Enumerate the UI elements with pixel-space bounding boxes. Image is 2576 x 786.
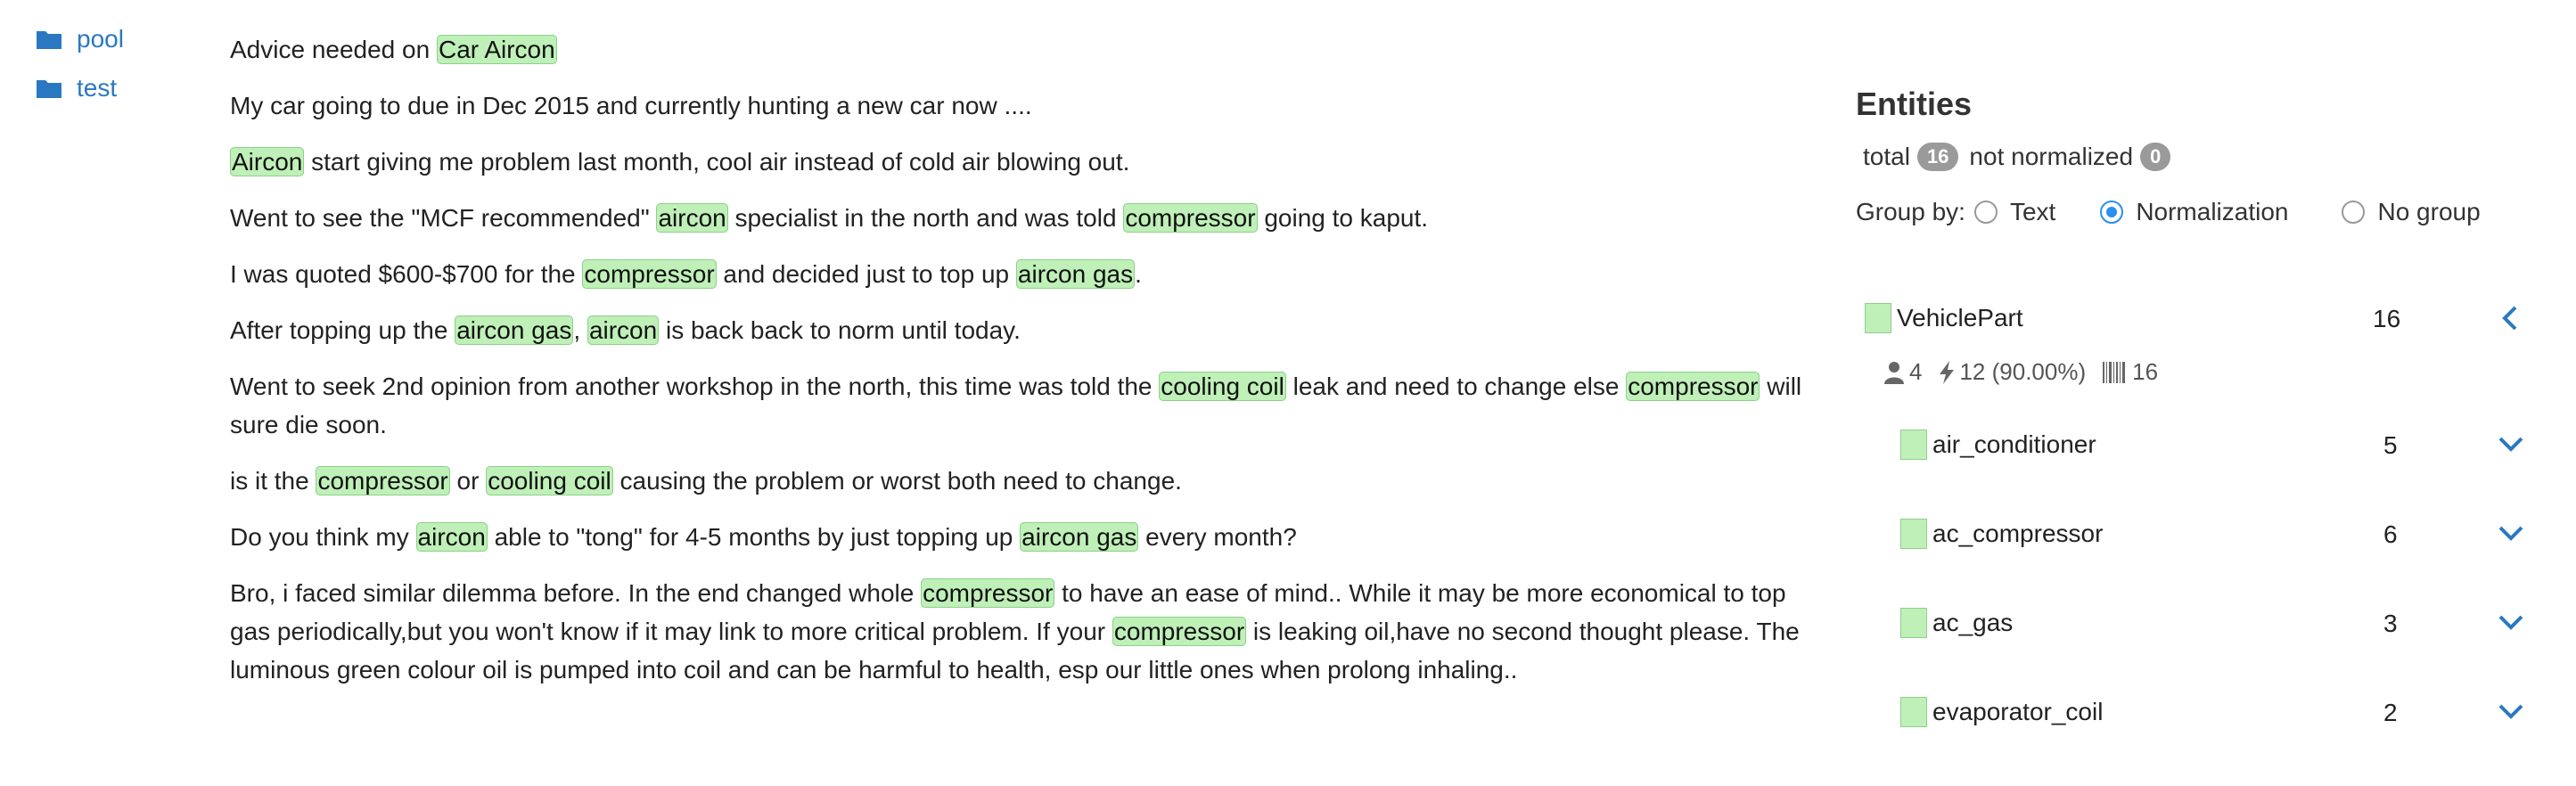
ids-stat [2102, 358, 2158, 386]
normalization-row[interactable] [1900, 430, 2096, 460]
entity-highlight[interactable]: aircon [658, 204, 726, 232]
folder-test[interactable] [36, 63, 124, 112]
entity-highlight[interactable]: cooling coil [488, 467, 611, 495]
entities-title: Entities [1856, 86, 1973, 122]
text: Bro, i faced similar dilemma before. In the end changed whole [230, 579, 922, 607]
text: will sure die soon. [230, 373, 1802, 438]
text: and decided just to top up [716, 260, 1016, 288]
normalization-row[interactable] [1900, 697, 2103, 727]
group-by-none-radio[interactable] [2342, 198, 2480, 226]
predictions-count: 12 (90.00%) [1959, 358, 2087, 385]
entity-counts [1856, 137, 2551, 176]
text: is leaking oil,have no second thought please. The luminous green colour oil is pumped into coil and can be harmful to health, esp our little ones when prolong inhaling.. [230, 618, 1800, 684]
color-swatch [1900, 430, 1927, 460]
class-stats [1883, 358, 2174, 386]
folder-list [36, 14, 124, 112]
radio-icon[interactable] [1974, 201, 1998, 224]
group-by-normalization-radio[interactable] [2100, 198, 2288, 226]
normalization-count: 5 [2383, 431, 2398, 459]
text: start giving me problem last month, cool air instead of cold air blowing out. [304, 148, 1130, 176]
radio-icon[interactable] [2342, 201, 2365, 224]
total-label: total [1863, 143, 1910, 170]
text: causing the problem or worst both need to change. [612, 467, 1182, 495]
normalization-name: air_conditioner [1932, 430, 2096, 458]
text: After topping up the [230, 316, 455, 344]
text: or [449, 467, 487, 495]
entity-highlight[interactable]: aircon gas [456, 316, 572, 344]
text: I was quoted $600-$700 for the [230, 260, 583, 288]
class-name: VehiclePart [1897, 304, 2023, 332]
text: able to "tong" for 4-5 months by just topping up [487, 523, 1021, 551]
entity-highlight[interactable]: Aircon [232, 148, 303, 176]
folder-label[interactable]: test [77, 73, 118, 102]
paragraph [230, 311, 1825, 349]
normalization-count: 3 [2383, 610, 2398, 637]
paragraph [230, 574, 1825, 689]
radio-checked-icon[interactable] [2100, 201, 2123, 224]
not-normalized-label: not normalized [1969, 143, 2134, 170]
entity-highlight[interactable]: compressor [1125, 204, 1256, 232]
predictions-stat [1938, 358, 2086, 386]
text: Went to seek 2nd opinion from another workshop in the north, this time was told the [230, 373, 1160, 400]
paragraph: My car going to due in Dec 2015 and currently hunting a new car now .... [230, 92, 1032, 119]
radio-label[interactable]: Text [2009, 198, 2056, 225]
chevron-down-icon[interactable] [2498, 433, 2524, 454]
entity-highlight[interactable]: compressor [317, 467, 448, 495]
chevron-down-icon[interactable] [2498, 700, 2524, 722]
chevron-down-icon[interactable] [2498, 611, 2524, 633]
normalization-name: ac_compressor [1932, 520, 2104, 547]
color-swatch [1900, 697, 1927, 727]
text: Went to see the "MCF recommended" [230, 204, 657, 232]
chevron-down-icon[interactable] [2498, 522, 2524, 544]
class-count: 16 [2373, 305, 2401, 332]
ids-count: 16 [2132, 358, 2159, 385]
entity-highlight[interactable]: compressor [1113, 618, 1245, 645]
paragraph [230, 462, 1825, 500]
color-swatch [1900, 519, 1927, 549]
entity-highlight[interactable]: compressor [584, 260, 715, 288]
text: Do you think my [230, 523, 416, 551]
text: to have an ease of mind.. While it may be more economical to top gas periodically,but you won't know if it may link to more critical problem. If your [230, 579, 1786, 645]
class-color-swatch [1865, 303, 1891, 333]
entity-highlight[interactable]: aircon [588, 316, 658, 344]
radio-label[interactable]: Normalization [2136, 198, 2289, 225]
entity-highlight[interactable]: aircon gas [1017, 260, 1134, 288]
users-stat [1883, 358, 1922, 386]
user-icon [1883, 360, 1906, 385]
paragraph [230, 199, 1825, 237]
folder-pool[interactable] [36, 14, 124, 63]
folder-label[interactable]: pool [77, 24, 124, 53]
entity-highlight[interactable]: compressor [923, 579, 1054, 607]
total-badge: 16 [1917, 143, 1958, 171]
entity-highlight[interactable]: Car Aircon [438, 36, 555, 63]
entity-highlight[interactable]: cooling coil [1161, 373, 1284, 400]
folder-icon [36, 77, 62, 100]
text: is back back to norm until today. [659, 316, 1021, 344]
group-by-selector [1856, 192, 2551, 232]
text: is it the [230, 467, 316, 495]
normalization-count: 2 [2383, 699, 2398, 726]
annotated-document [230, 30, 1825, 707]
text: , [573, 316, 587, 344]
paragraph [230, 143, 1825, 181]
doc-title [230, 30, 1825, 69]
normalization-row[interactable] [1900, 519, 2103, 549]
text: specialist in the north and was told [727, 204, 1124, 232]
entity-highlight[interactable]: aircon gas [1021, 523, 1137, 551]
group-by-label: Group by: [1856, 198, 1965, 225]
paragraph [230, 367, 1825, 444]
entity-class-row[interactable] [1865, 303, 2023, 333]
normalization-row[interactable] [1900, 608, 2013, 638]
not-normalized-badge: 0 [2140, 143, 2170, 171]
text: Advice needed on [230, 36, 437, 63]
chevron-left-icon[interactable] [2499, 305, 2521, 332]
entity-highlight[interactable]: aircon [417, 523, 486, 551]
paragraph [230, 255, 1825, 293]
text: going to kaput. [1257, 204, 1429, 232]
entity-highlight[interactable]: compressor [1628, 373, 1759, 400]
paragraph [230, 518, 1825, 556]
text: leak and need to change else [1285, 373, 1627, 400]
normalization-name: ac_gas [1932, 609, 2014, 636]
lightning-icon [1938, 360, 1956, 385]
color-swatch [1900, 608, 1927, 638]
text: every month? [1138, 523, 1297, 551]
group-by-text-radio[interactable] [1974, 198, 2055, 226]
radio-label[interactable]: No group [2377, 198, 2481, 225]
normalization-count: 6 [2383, 520, 2398, 548]
barcode-icon [2102, 360, 2129, 385]
folder-icon [36, 28, 62, 51]
text: . [1135, 260, 1142, 288]
normalization-name: evaporator_coil [1932, 698, 2104, 725]
entities-panel [1856, 82, 2551, 726]
users-count: 4 [1909, 358, 1923, 385]
